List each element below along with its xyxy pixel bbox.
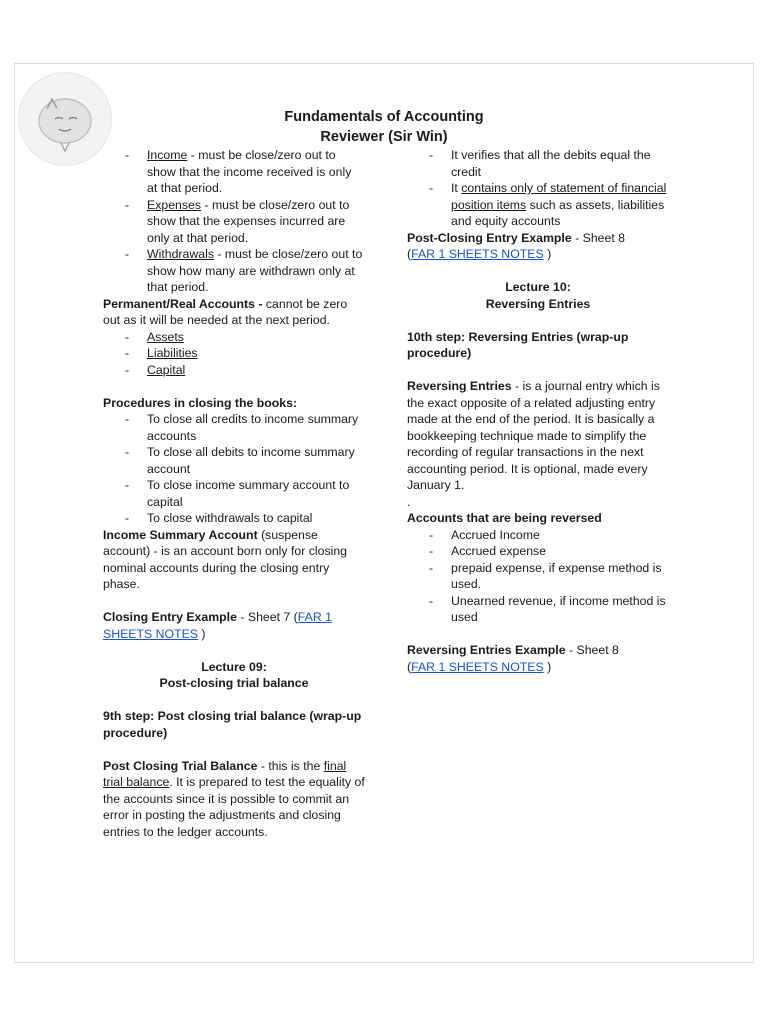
re-example-text: - Sheet 8 bbox=[565, 643, 619, 657]
far1-sheets-notes-link[interactable]: FAR 1 SHEETS NOTES bbox=[411, 659, 544, 674]
document-title bbox=[0, 107, 768, 147]
lecture-09-label: Lecture 09: bbox=[201, 659, 267, 674]
list-item: - Income - must be close/zero out to show that the income received is only at that period. bbox=[125, 148, 352, 195]
paren: ) bbox=[543, 659, 552, 674]
permanent-paragraph bbox=[103, 296, 365, 329]
income-summary-heading: Income Summary Account bbox=[103, 527, 258, 542]
far1-sheets-notes-link[interactable]: FAR 1 SHEETS NOTES bbox=[411, 247, 544, 261]
pc-example-paragraph bbox=[407, 230, 669, 247]
list-item: - Unearned revenue, if income method is used bbox=[407, 593, 669, 626]
reversing-entries-text: - is a journal entry which is the exact opposite of a related adjusting entry made at the end of the period. It is basically a bookkeeping technique made to simplify the recording of regular transactions in the next accounting period. It is optional, made every January 1. bbox=[407, 379, 660, 492]
pctb-paragraph bbox=[103, 758, 365, 841]
reversed-item: Accrued expense bbox=[451, 544, 547, 558]
procedure-item: To close income summary account to capital bbox=[147, 478, 350, 509]
list-item: - Expenses - must be close/zero out to show that the expenses incurred are only at that period. bbox=[125, 197, 350, 245]
pctb-item-post: such as assets, liabilities and equity accounts bbox=[451, 197, 665, 228]
lecture-09-title: Post-closing trial balance bbox=[159, 676, 309, 690]
list-item: - It contains only of statement of financial position items such as assets, liabilities and equity accounts bbox=[429, 181, 667, 228]
reversed-accounts-heading: Accounts that are being reversed bbox=[407, 511, 602, 525]
list-item: - To close withdrawals to capital bbox=[103, 510, 365, 527]
list-item: - Withdrawals - must be close/zero out to show how many are withdrawn only at that period. bbox=[125, 247, 363, 294]
step-10-heading: 10th step: Reversing Entries (wrap-up procedure) bbox=[407, 329, 629, 360]
list-item: - To close all credits to income summary accounts bbox=[103, 411, 365, 444]
procedure-item: To close all credits to income summary accounts bbox=[147, 412, 359, 443]
list-item: - To close income summary account to capital bbox=[103, 477, 365, 510]
pctb-underlined: final trial balance bbox=[103, 758, 347, 789]
term-desc: - must be close/zero out to show how many are withdrawn only at that period. bbox=[147, 247, 363, 294]
step-9-heading: 9th step: Post closing trial balance (wrap-up procedure) bbox=[103, 709, 362, 740]
paren: ( bbox=[407, 659, 412, 674]
procedure-item: To close withdrawals to capital bbox=[147, 511, 313, 525]
far1-sheets-notes-link[interactable]: FAR 1 SHEETS NOTES bbox=[103, 610, 332, 641]
income-summary-text: (suspense account) - is an account born only for closing nominal accounts during the closing entry phase. bbox=[103, 527, 348, 591]
permanent-item: Capital bbox=[147, 362, 186, 377]
list-item: - It verifies that all the debits equal the credit bbox=[407, 147, 669, 180]
stray-dot: . bbox=[407, 494, 411, 509]
right-column bbox=[407, 147, 669, 675]
pctb-heading: Post Closing Trial Balance bbox=[103, 758, 258, 773]
closing-example-paragraph bbox=[103, 609, 365, 642]
title-line-1: Fundamentals of Accounting bbox=[284, 109, 484, 125]
reversed-item: Accrued Income bbox=[451, 527, 540, 542]
permanent-heading: Permanent/Real Accounts - bbox=[103, 296, 266, 311]
list-item: - Capital bbox=[103, 362, 365, 379]
pctb-item-pre: It bbox=[451, 181, 462, 195]
list-item: - To close all debits to income summary account bbox=[103, 444, 365, 477]
left-column bbox=[103, 147, 365, 840]
pc-example-heading: Post-Closing Entry Example bbox=[407, 230, 572, 245]
closing-example-heading: Closing Entry Example bbox=[103, 610, 237, 624]
paren: ) bbox=[543, 247, 552, 261]
list-item: - Liabilities bbox=[103, 345, 365, 362]
list-item: - Assets bbox=[103, 329, 365, 346]
term-desc: - must be close/zero out to show that the expenses incurred are only at that period. bbox=[147, 197, 350, 245]
reversing-entries-paragraph bbox=[407, 378, 669, 494]
permanent-text: cannot be zero out as it will be needed at the next period. bbox=[103, 296, 348, 327]
re-example-paragraph bbox=[407, 642, 669, 659]
closing-example-text: - Sheet 7 ( bbox=[236, 610, 298, 624]
term-desc: - must be close/zero out to show that the income received is only at that period. bbox=[147, 148, 352, 195]
re-example-link-line bbox=[407, 659, 669, 676]
procedures-heading: Procedures in closing the books: bbox=[103, 395, 298, 410]
term: Withdrawals bbox=[147, 247, 214, 261]
list-item: - Accrued expense bbox=[407, 543, 669, 560]
list-item: - prepaid expense, if expense method is used. bbox=[407, 560, 669, 593]
reversing-entries-heading: Reversing Entries bbox=[407, 379, 512, 393]
procedure-item: To close all debits to income summary account bbox=[147, 445, 355, 476]
pc-example-link-line bbox=[407, 246, 669, 263]
reversed-item: prepaid expense, if expense method is used. bbox=[451, 560, 662, 591]
permanent-item: Assets bbox=[147, 329, 184, 344]
paren: ( bbox=[407, 247, 412, 261]
pctb-item-underlined: contains only of statement of financial position items bbox=[451, 181, 667, 212]
list-item: - Accrued Income bbox=[407, 527, 669, 544]
re-example-heading: Reversing Entries Example bbox=[407, 643, 566, 657]
pctb-text-rest: . It is prepared to test the equality of the accounts since it is possible to commit an error in posting the adjustments and closing entries to the ledger accounts. bbox=[103, 775, 365, 839]
lecture-10-label: Lecture 10: bbox=[505, 280, 571, 294]
pc-example-text: - Sheet 8 bbox=[571, 230, 626, 245]
income-summary-paragraph bbox=[103, 527, 365, 593]
pctb-text: - this is the bbox=[257, 758, 324, 773]
term: Income bbox=[147, 148, 188, 162]
title-line-2: Reviewer (Sir Win) bbox=[320, 129, 448, 145]
lecture-10-title: Reversing Entries bbox=[485, 296, 591, 311]
reversed-item: Unearned revenue, if income method is used bbox=[451, 593, 666, 624]
term: Expenses bbox=[147, 197, 202, 212]
permanent-item: Liabilities bbox=[147, 346, 198, 360]
closing-example-end: ) bbox=[197, 626, 206, 641]
pctb-item: It verifies that all the debits equal the credit bbox=[451, 148, 651, 179]
